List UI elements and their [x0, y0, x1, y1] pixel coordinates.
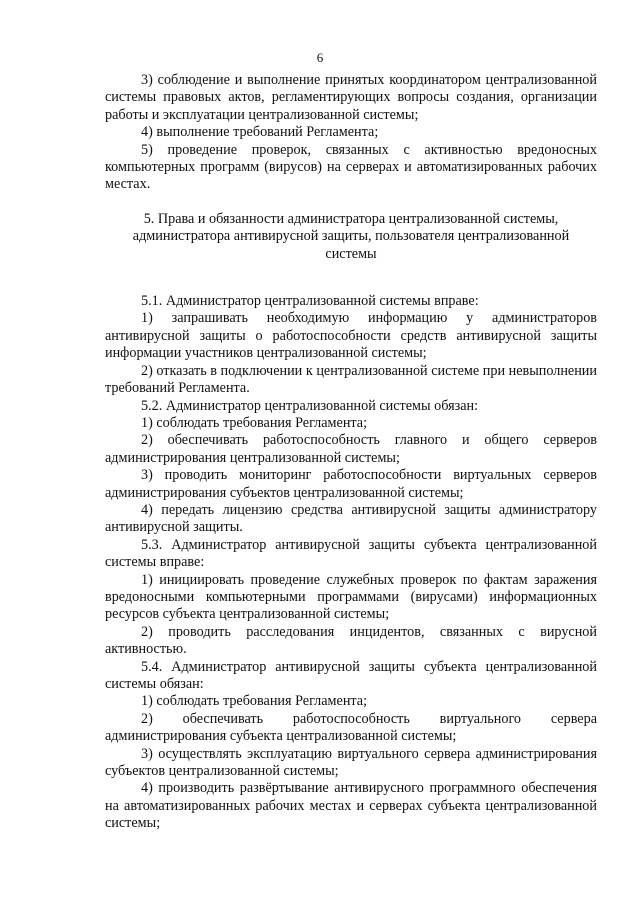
- clause-5-4-item-1: 1) соблюдать требования Регламента;: [141, 693, 368, 710]
- clause-5-4-item-2: 2) обеспечивать работоспособность виртуального сервера администрирования субъекта централизованной системы;: [105, 710, 597, 745]
- clause-5-4-heading: 5.4. Администратор антивирусной защиты субъекта централизованной системы обязан:: [105, 658, 597, 692]
- clause-5-4-item-3: 3) осуществлять эксплуатацию виртуального сервера администрирования субъектов централизованной системы;: [105, 745, 597, 780]
- clause-5-2-item-3: 3) проводить мониторинг работоспособности виртуальных серверов администрирования субъектов централизованной системы;: [105, 467, 597, 501]
- clause-5-3-heading: 5.3. Администратор антивирусной защиты субъекта централизованной системы вправе:: [105, 536, 597, 571]
- clause-5-1-item-2: 2) отказать в подключении к централизованной системе при невыполнении требований Регламента.: [105, 362, 597, 397]
- document-body: [105, 72, 597, 833]
- clause-5-1-item-1: 1) запрашивать необходимую информацию у администраторов антивирусной защиты о работоспособности средств антивирусной защиты информации участников централизованной системы;: [105, 310, 597, 362]
- intro-item-4: 4) выполнение требований Регламента;: [141, 124, 379, 141]
- intro-item-3: 3) соблюдение и выполнение принятых координатором централизованной системы правовых актов, регламентирующих вопросы создания, организации работы и эксплуатации централизованной системы;: [105, 72, 597, 123]
- clause-5-3-item-2: 2) проводить расследования инцидентов, связанных с вирусной активностью.: [105, 623, 597, 658]
- page-number: 6: [316, 50, 324, 65]
- clause-5-4-item-4: 4) производить развёртывание антивирусного программного обеспечения на автоматизированных рабочих местах и серверах субъекта централизованной системы;: [105, 780, 597, 832]
- clause-5-2-heading: 5.2. Администратор централизованной системы обязан:: [141, 397, 479, 414]
- clause-5-1-heading: 5.1. Администратор централизованной системы вправе:: [141, 293, 479, 310]
- clause-5-2-item-4: 4) передать лицензию средства антивирусной защиты администратору антивирусной защиты.: [105, 501, 597, 536]
- clause-5-3-item-1: 1) инициировать проведение служебных проверок по фактам заражения вредоносными компьютерными программами (вирусами) информационных ресурсов субъекта централизованной системы;: [105, 571, 597, 623]
- clause-5-2-item-2: 2) обеспечивать работоспособность главного и общего серверов администрирования централизованной системы;: [105, 432, 597, 466]
- section-5-title: 5. Права и обязанности администратора централизованной системы, администратора антивирусной защиты, пользователя централизованной системы: [132, 210, 570, 262]
- clause-5-2-item-1: 1) соблюдать требования Регламента;: [141, 414, 368, 431]
- intro-item-5: 5) проведение проверок, связанных с активностью вредоносных компьютерных программ (вирусов) на серверах и автоматизированных рабочих местах.: [105, 141, 597, 193]
